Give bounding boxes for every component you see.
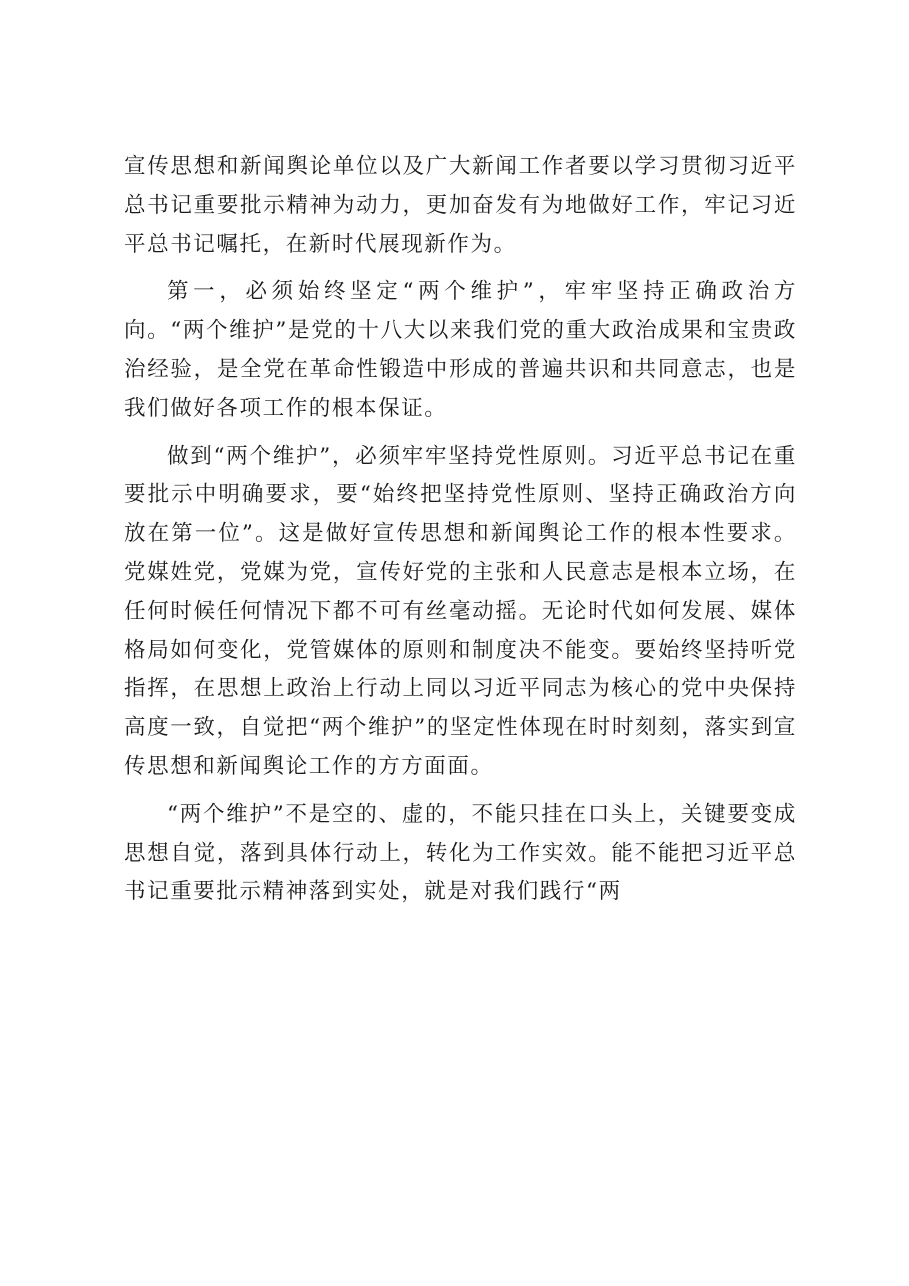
paragraph-2: 第一，必须始终坚定“两个维护”，牢牢坚持正确政治方向。“两个维护”是党的十八大以来我们党的重大政治成果和宝贵政治经验，是全党在革命性锻造中形成的普遍共识和共同意志，也是我们做好各项工作的根本保证。 <box>124 279 797 421</box>
paragraph-4: “两个维护”不是空的、虚的，不能只挂在口头上，关键要变成思想自觉，落到具体行动上，转化为工作实效。能不能把习近平总书记重要批示精神落到实处，就是对我们践行“两 <box>124 801 797 905</box>
document-body <box>124 148 797 921</box>
paragraph-3: 做到“两个维护”，必须牢牢坚持党性原则。习近平总书记在重要批示中明确要求，要“始终把坚持党性原则、坚持正确政治方向放在第一位”。这是做好宣传思想和新闻舆论工作的根本性要求。党媒姓党，党媒为党，宣传好党的主张和人民意志是根本立场，在任何时候任何情况下都不可有丝毫动摇。无论时代如何发展、媒体格局如何变化，党管媒体的原则和制度决不能变。要始终坚持听党指挥，在思想上政治上行动上同以习近平同志为核心的党中央保持高度一致，自觉把“两个维护”的坚定性体现在时时刻刻，落实到宣传思想和新闻舆论工作的方方面面。 <box>124 443 797 779</box>
paragraph-1: 宣传思想和新闻舆论单位以及广大新闻工作者要以学习贯彻习近平总书记重要批示精神为动力，更加奋发有为地做好工作，牢记习近平总书记嘱托，在新时代展现新作为。 <box>124 154 797 257</box>
